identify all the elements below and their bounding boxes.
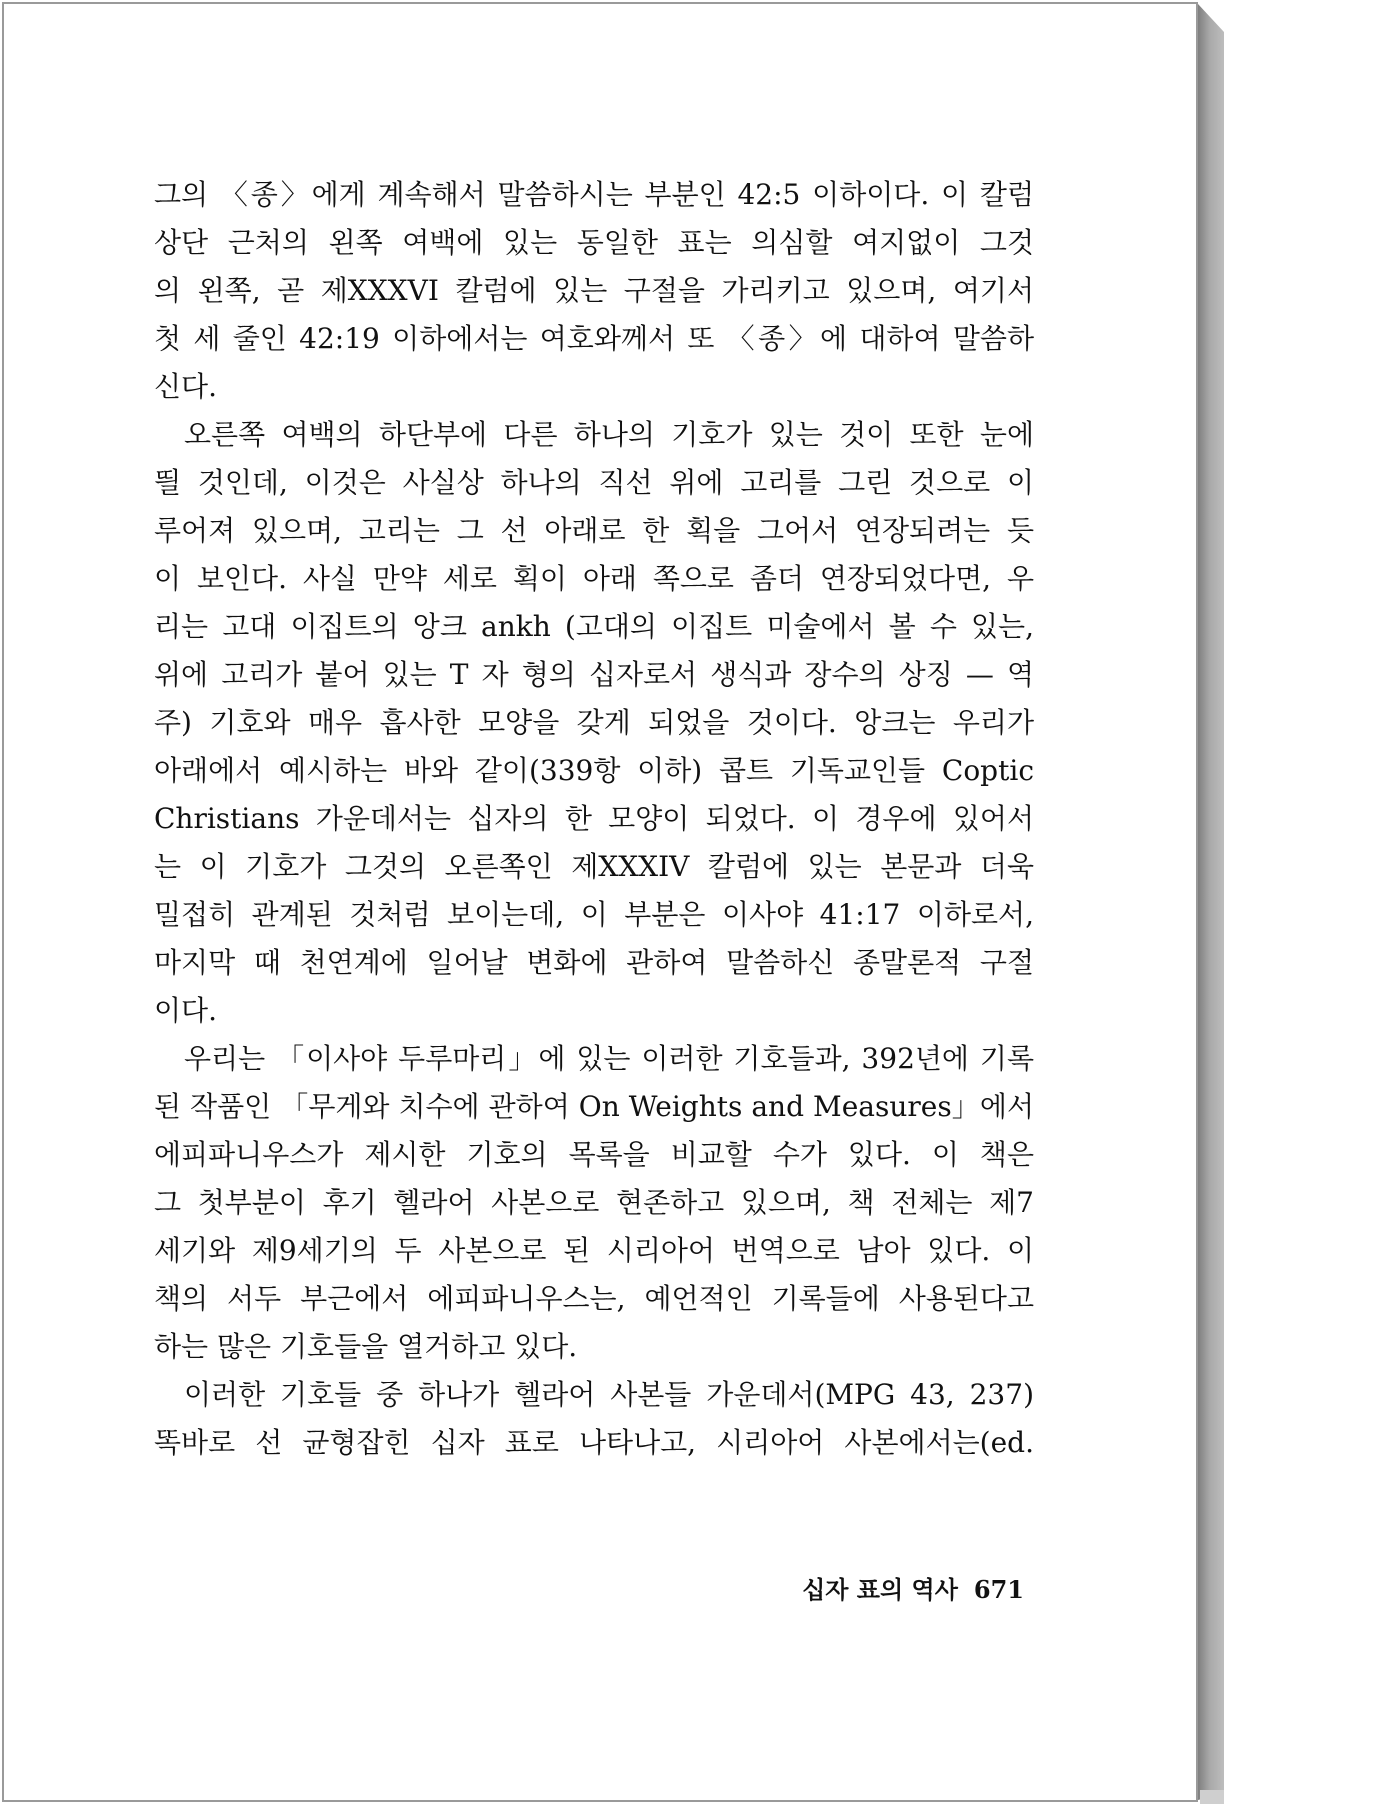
text-line: 세기와 제9세기의 두 사본으로 된 시리아어 번역으로 남아 있다. 이	[154, 1234, 1034, 1267]
page-number: 671	[973, 1575, 1024, 1604]
text-line: 띌 것인데, 이것은 사실상 하나의 직선 위에 고리를 그린 것으로 이	[154, 466, 1034, 499]
text-line: 그 첫부분이 후기 헬라어 사본으로 현존하고 있으며, 책 전체는 제7	[154, 1186, 1034, 1219]
text-line: 는 이 기호가 그것의 오른쪽인 제XXXIV 칼럼에 있는 본문과 더욱	[154, 850, 1034, 883]
text-line: 오른쪽 여백의 하단부에 다른 하나의 기호가 있는 것이 또한 눈에	[184, 418, 1034, 451]
text-line: 똑바로 선 균형잡힌 십자 표로 나타나고, 시리아어 사본에서는(ed.	[154, 1426, 1034, 1459]
text-line: 상단 근처의 왼쪽 여백에 있는 동일한 표는 의심할 여지없이 그것	[154, 226, 1034, 259]
book-spine	[1198, 4, 1224, 1800]
text-line: Christians 가운데서는 십자의 한 모양이 되었다. 이 경우에 있어서	[154, 802, 1034, 835]
text-line: 리는 고대 이집트의 앙크 ankh (고대의 이집트 미술에서 볼 수 있는,	[154, 610, 1034, 643]
text-line: 이러한 기호들 중 하나가 헬라어 사본들 가운데서(MPG 43, 237)	[184, 1378, 1034, 1411]
text-line: 위에 고리가 붙어 있는 T 자 형의 십자로서 생식과 장수의 상징 — 역	[154, 658, 1034, 691]
text-line: 주) 기호와 매우 흡사한 모양을 갖게 되었을 것이다. 앙크는 우리가	[154, 706, 1034, 739]
text-line: 에피파니우스가 제시한 기호의 목록을 비교할 수가 있다. 이 책은	[154, 1138, 1034, 1171]
text-line: 루어져 있으며, 고리는 그 선 아래로 한 획을 그어서 연장되려는 듯	[154, 514, 1034, 547]
book-page	[2, 2, 1198, 1802]
text-line: 신다.	[154, 370, 217, 403]
text-line: 의 왼쪽, 곧 제XXXVI 칼럼에 있는 구절을 가리키고 있으며, 여기서	[154, 274, 1034, 307]
text-line: 밀접히 관계된 것처럼 보이는데, 이 부분은 이사야 41:17 이하로서,	[154, 898, 1034, 931]
text-line: 마지막 때 천연계에 일어날 변화에 관하여 말씀하신 종말론적 구절	[154, 946, 1034, 979]
running-title: 십자 표의 역사	[802, 1575, 958, 1604]
text-line: 된 작품인 「무게와 치수에 관하여 On Weights and Measures」에서	[154, 1090, 1034, 1123]
text-line: 이다.	[154, 994, 217, 1027]
text-line: 우리는 「이사야 두루마리」에 있는 이러한 기호들과, 392년에 기록	[184, 1042, 1034, 1075]
page-footer	[784, 1570, 1024, 1605]
text-line: 아래에서 예시하는 바와 같이(339항 이하) 콥트 기독교인들 Coptic	[154, 754, 1034, 787]
page-shadow	[1200, 1790, 1224, 1804]
text-line: 그의 〈종〉에게 계속해서 말씀하시는 부분인 42:5 이하이다. 이 칼럼	[154, 178, 1034, 211]
text-line: 책의 서두 부근에서 에피파니우스는, 예언적인 기록들에 사용된다고	[154, 1282, 1034, 1315]
text-line: 이 보인다. 사실 만약 세로 획이 아래 쪽으로 좀더 연장되었다면, 우	[154, 562, 1034, 595]
text-line: 하는 많은 기호들을 열거하고 있다.	[154, 1330, 578, 1363]
text-line: 첫 세 줄인 42:19 이하에서는 여호와께서 또 〈종〉에 대하여 말씀하	[154, 322, 1034, 355]
